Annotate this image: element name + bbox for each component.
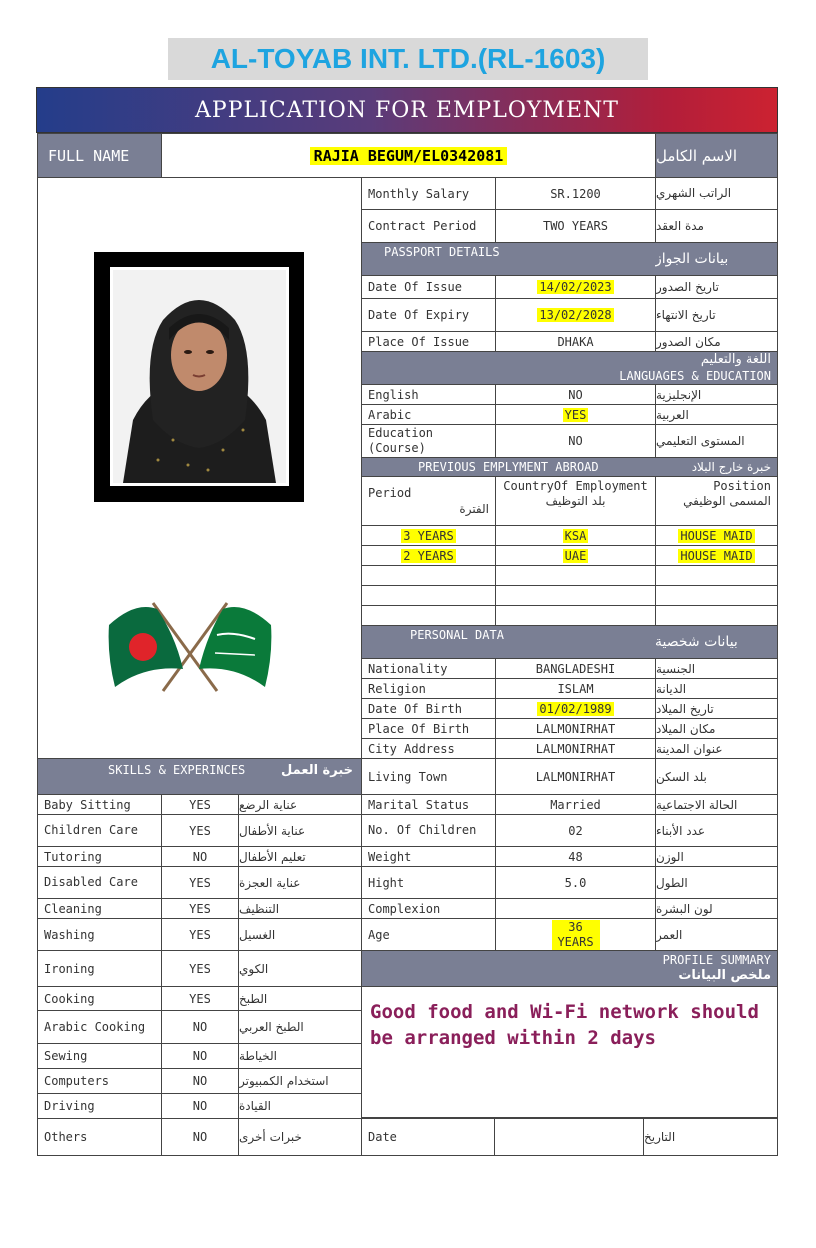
city-label: City Address — [361, 738, 496, 759]
applicant-photo — [110, 267, 289, 486]
prev-row-1-period: 3 YEARS — [361, 525, 496, 546]
issue-place-label-ar: مكان الصدور — [655, 331, 778, 352]
col-country-header: CountryOf Employment بلد التوظيف — [495, 476, 656, 526]
children-value: 02 — [495, 814, 656, 847]
prev-row-5-position — [655, 605, 778, 626]
skill-label-disabled-care: Disabled Care — [37, 866, 162, 899]
flags-emblem — [105, 595, 277, 695]
salary-value: SR.1200 — [495, 177, 656, 210]
date-label: Date — [361, 1118, 495, 1156]
skill-value-ironing: YES — [161, 950, 239, 987]
skill-label-ar-arabic-cooking: الطبخ العربي — [238, 1010, 362, 1044]
marital-value: Married — [495, 794, 656, 815]
expiry-date-value: 13/02/2028 — [495, 298, 656, 332]
complexion-value — [495, 898, 656, 919]
skill-value-others: NO — [161, 1118, 239, 1156]
col-country-header-ar: بلد التوظيف — [545, 494, 606, 508]
personal-header: PERSONAL DATA — [361, 625, 656, 659]
skill-value-baby-sitting: YES — [161, 794, 239, 815]
previous-header-ar: خبرة خارج البلاد — [691, 460, 771, 474]
skill-label-washing: Washing — [37, 918, 162, 951]
contract-label-ar: مدة العقد — [655, 209, 778, 243]
languages-header-ar: اللغة والتعليم — [700, 352, 771, 367]
nationality-value: BANGLADESHI — [495, 658, 656, 679]
skill-label-arabic-cooking: Arabic Cooking — [37, 1010, 162, 1044]
skill-value-sewing: NO — [161, 1043, 239, 1069]
contract-label: Contract Period — [361, 209, 496, 243]
skill-label-children-care: Children Care — [37, 814, 162, 847]
age-label-ar: العمر — [655, 918, 778, 951]
city-label-ar: عنوان المدينة — [655, 738, 778, 759]
pob-label-ar: مكان الميلاد — [655, 718, 778, 739]
previous-header — [361, 457, 778, 477]
full-name-value: RAJIA BEGUM/EL0342081 — [161, 133, 656, 178]
skill-label-ar-others: خبرات أخرى — [238, 1118, 362, 1156]
education-value: NO — [495, 424, 656, 458]
skill-label-ar-tutoring: تعليم الأطفال — [238, 846, 362, 867]
skill-value-arabic-cooking: NO — [161, 1010, 239, 1044]
profile-summary-text: Good food and Wi-Fi network should be arranged within 2 days — [361, 986, 778, 1118]
english-value: NO — [495, 384, 656, 405]
skills-header-en: SKILLS & EXPERINCES — [108, 763, 246, 777]
passport-header: PASSPORT DETAILS — [361, 242, 656, 276]
skill-label-ironing: Ironing — [37, 950, 162, 987]
skill-label-ar-disabled-care: عناية العجزة — [238, 866, 362, 899]
town-label-ar: بلد السكن — [655, 758, 778, 795]
skill-label-ar-cooking: الطبخ — [238, 986, 362, 1011]
contract-value: TWO YEARS — [495, 209, 656, 243]
issue-date-value: 14/02/2023 — [495, 275, 656, 299]
pob-label: Place Of Birth — [361, 718, 496, 739]
skill-label-ar-ironing: الكوي — [238, 950, 362, 987]
salary-label: Monthly Salary — [361, 177, 496, 210]
company-title: AL-TOYAB INT. LTD.(RL-1603) — [168, 38, 648, 80]
date-value — [494, 1118, 644, 1156]
form-title-banner: APPLICATION FOR EMPLOYMENT — [36, 87, 778, 133]
height-label-ar: الطول — [655, 866, 778, 899]
issue-date-label: Date Of Issue — [361, 275, 496, 299]
skill-value-cooking: YES — [161, 986, 239, 1011]
previous-header-en: PREVIOUS EMPLYMENT ABROAD — [418, 460, 599, 474]
skill-value-cleaning: YES — [161, 898, 239, 919]
nationality-label: Nationality — [361, 658, 496, 679]
nationality-label-ar: الجنسية — [655, 658, 778, 679]
dob-label-ar: تاريخ الميلاد — [655, 698, 778, 719]
skill-label-ar-computers: استخدام الكمبيوتر — [238, 1068, 362, 1094]
skill-label-sewing: Sewing — [37, 1043, 162, 1069]
skill-value-disabled-care: YES — [161, 866, 239, 899]
profile-header — [361, 950, 778, 987]
education-label-ar: المستوى التعليمي — [655, 424, 778, 458]
full-name-label: FULL NAME — [37, 133, 162, 178]
full-name-label-ar: الاسم الكامل — [655, 133, 778, 178]
height-value: 5.0 — [495, 866, 656, 899]
english-label-ar: الإنجليزية — [655, 384, 778, 405]
prev-row-4-period — [361, 585, 496, 606]
weight-label: Weight — [361, 846, 496, 867]
languages-header — [361, 351, 778, 385]
skill-value-washing: YES — [161, 918, 239, 951]
children-label-ar: عدد الأبناء — [655, 814, 778, 847]
skill-label-driving: Driving — [37, 1093, 162, 1119]
age-value: 36 YEARS — [495, 918, 656, 951]
expiry-date-label: Date Of Expiry — [361, 298, 496, 332]
skill-label-ar-baby-sitting: عناية الرضع — [238, 794, 362, 815]
weight-value: 48 — [495, 846, 656, 867]
prev-row-5-period — [361, 605, 496, 626]
skills-header — [37, 758, 362, 795]
issue-place-label: Place Of Issue — [361, 331, 496, 352]
education-label: Education (Course) — [361, 424, 496, 458]
marital-label: Marital Status — [361, 794, 496, 815]
skill-label-computers: Computers — [37, 1068, 162, 1094]
skill-label-ar-driving: القيادة — [238, 1093, 362, 1119]
prev-row-2-period: 2 YEARS — [361, 545, 496, 566]
profile-header-ar: ملخص البيانات — [678, 968, 771, 983]
skill-label-ar-children-care: عناية الأطفال — [238, 814, 362, 847]
skill-label-tutoring: Tutoring — [37, 846, 162, 867]
marital-label-ar: الحالة الاجتماعية — [655, 794, 778, 815]
date-label-ar: التاريخ — [643, 1118, 778, 1156]
arabic-value: YES — [495, 404, 656, 425]
languages-header-en: LANGUAGES & EDUCATION — [619, 369, 771, 383]
english-label: English — [361, 384, 496, 405]
col-position-header: Position المسمى الوظيفي — [655, 476, 778, 526]
arabic-label-ar: العربية — [655, 404, 778, 425]
salary-label-ar: الراتب الشهري — [655, 177, 778, 210]
city-value: LALMONIRHAT — [495, 738, 656, 759]
personal-header-ar: بيانات شخصية — [655, 625, 778, 659]
religion-label: Religion — [361, 678, 496, 699]
religion-label-ar: الديانة — [655, 678, 778, 699]
prev-row-1-position: HOUSE MAID — [655, 525, 778, 546]
prev-row-3-period — [361, 565, 496, 586]
complexion-label-ar: لون البشرة — [655, 898, 778, 919]
skill-value-driving: NO — [161, 1093, 239, 1119]
prev-row-2-country: UAE — [495, 545, 656, 566]
prev-row-4-country — [495, 585, 656, 606]
skill-value-children-care: YES — [161, 814, 239, 847]
dob-value: 01/02/1989 — [495, 698, 656, 719]
town-label: Living Town — [361, 758, 496, 795]
prev-row-3-country — [495, 565, 656, 586]
col-period-header: Period الفترة — [361, 476, 496, 526]
arabic-label: Arabic — [361, 404, 496, 425]
skills-header-ar: خبرة العمل — [281, 763, 353, 778]
passport-header-ar: بيانات الجواز — [655, 242, 778, 276]
col-period-header-ar: الفترة — [459, 502, 489, 516]
skill-label-ar-washing: الغسيل — [238, 918, 362, 951]
town-value: LALMONIRHAT — [495, 758, 656, 795]
skill-value-computers: NO — [161, 1068, 239, 1094]
age-label: Age — [361, 918, 496, 951]
expiry-date-label-ar: تاريخ الانتهاء — [655, 298, 778, 332]
children-label: No. Of Children — [361, 814, 496, 847]
dob-label: Date Of Birth — [361, 698, 496, 719]
skill-value-tutoring: NO — [161, 846, 239, 867]
skill-label-baby-sitting: Baby Sitting — [37, 794, 162, 815]
skill-label-ar-sewing: الخياطة — [238, 1043, 362, 1069]
prev-row-1-country: KSA — [495, 525, 656, 546]
prev-row-3-position — [655, 565, 778, 586]
profile-header-en: PROFILE SUMMARY — [662, 953, 771, 967]
prev-row-4-position — [655, 585, 778, 606]
issue-date-label-ar: تاريخ الصدور — [655, 275, 778, 299]
height-label: Hight — [361, 866, 496, 899]
issue-place-value: DHAKA — [495, 331, 656, 352]
skill-label-ar-cleaning: التنظيف — [238, 898, 362, 919]
weight-label-ar: الوزن — [655, 846, 778, 867]
skill-label-cleaning: Cleaning — [37, 898, 162, 919]
prev-row-2-position: HOUSE MAID — [655, 545, 778, 566]
complexion-label: Complexion — [361, 898, 496, 919]
skill-label-others: Others — [37, 1118, 162, 1156]
col-position-header-ar: المسمى الوظيفي — [683, 494, 771, 508]
pob-value: LALMONIRHAT — [495, 718, 656, 739]
skill-label-cooking: Cooking — [37, 986, 162, 1011]
prev-row-5-country — [495, 605, 656, 626]
religion-value: ISLAM — [495, 678, 656, 699]
